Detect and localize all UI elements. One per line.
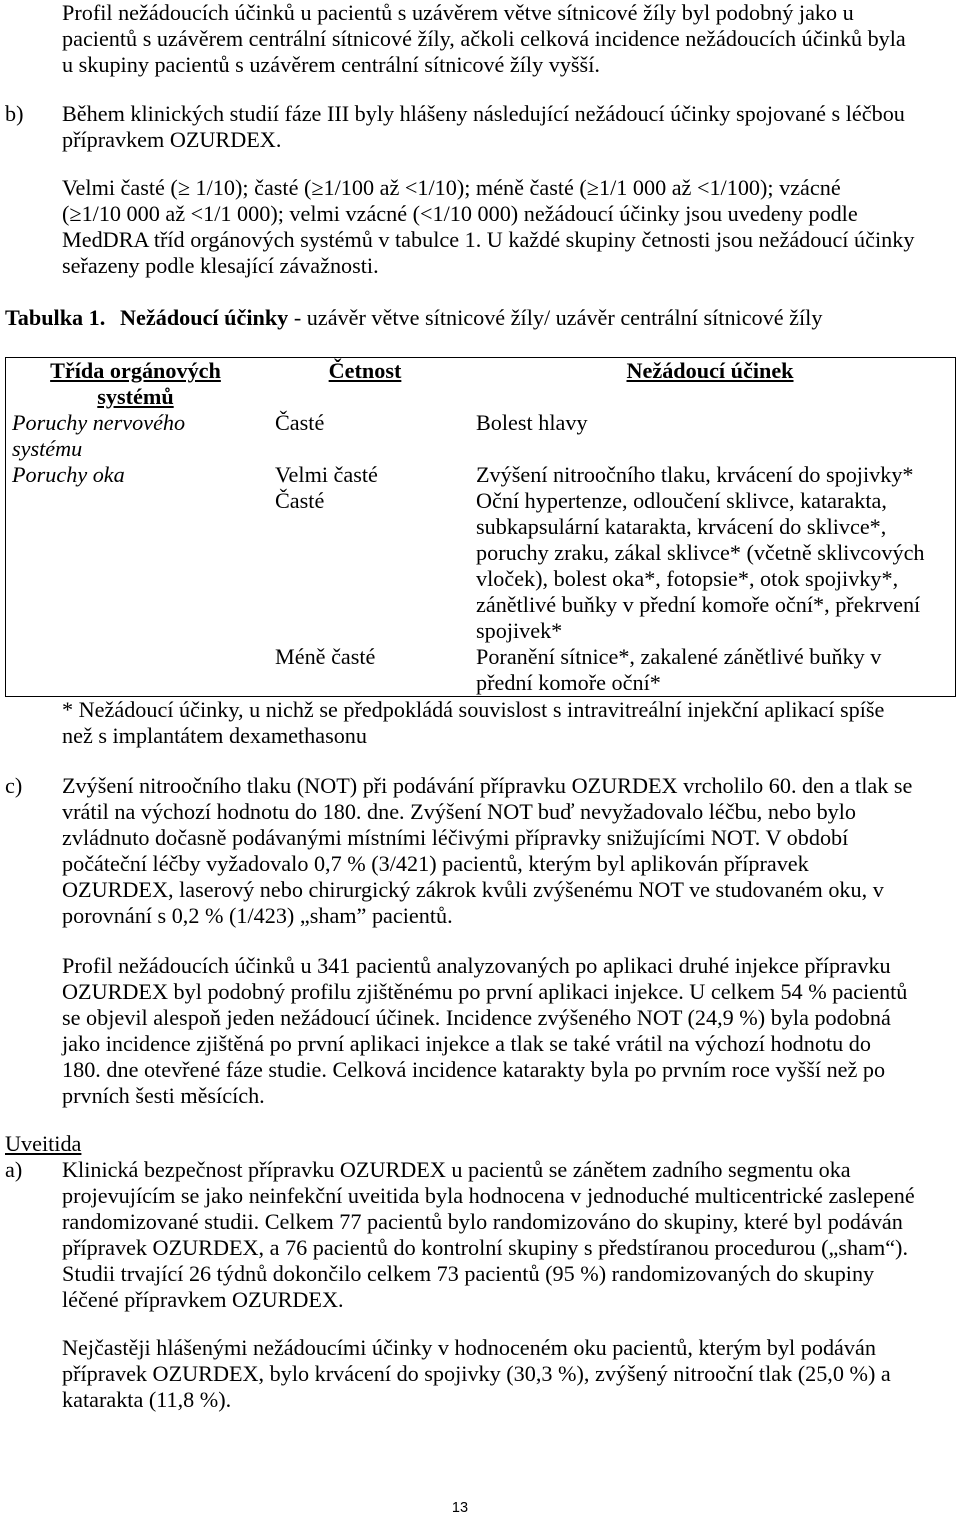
organ-class-line: Poruchy oka [12,462,125,487]
frequency-note-line: MedDRA tříd orgánových systémů v tabulce 1. U každé skupiny četnosti jsou nežádoucí účinky [62,227,915,252]
section-a-line: léčené přípravkem OZURDEX. [62,1287,344,1312]
header-organ-class-line: systémů [97,384,174,409]
organ-class-line: systému [12,436,83,461]
reaction-line: Oční hypertenze, odloučení sklivce, katarakta, [476,488,887,513]
header-organ-class [6,358,265,410]
table-caption-label: Tabulka 1. [5,305,106,330]
table-cell-frequency [265,644,465,696]
intro-line: pacientů s uzávěrem centrální sítnicové žíly, ačkoli celková incidence nežádoucích účinků byla [62,26,906,51]
second-injection-paragraph [62,953,907,1109]
common-reactions-line: katarakta (11,8 %). [62,1387,232,1412]
adverse-reactions-table [5,357,956,697]
reaction-line: spojivek* [476,618,563,643]
frequency-note-paragraph [62,175,914,279]
section-c-line: Zvýšení nitroočního tlaku (NOT) při podávání přípravku OZURDEX vrcholilo 60. den a tlak se [62,773,913,798]
table-caption-title: Nežádoucí účinky [120,305,289,330]
reaction-line: vloček), bolest oka*, fotopsie*, otok spojivky*, [476,566,899,591]
table-cell-reaction [465,644,955,696]
page-number: 13 [451,1500,469,1516]
frequency-note-line: Velmi časté (≥ 1/10); časté (≥1/100 až <1/10); méně časté (≥1/1 000 až <1/100); vzácné [62,175,841,200]
table-cell-frequency [265,410,465,462]
uveitis-heading: Uveitida [5,1131,82,1156]
section-b-line: Během klinických studií fáze III byly hlášeny následující nežádoucí účinky spojované s léčbou [62,101,905,126]
header-adverse-reaction [465,358,955,410]
second-injection-line: OZURDEX byl podobný profilu zjištěnému po první aplikaci injekce. U celkem 54 % pacientů [62,979,908,1004]
section-a-line: přípravek OZURDEX, a 76 pacientů do kontrolní skupiny s předstíranou procedurou („sham“). [62,1235,908,1260]
intro-paragraph [62,0,906,78]
section-a-line: Studii trvající 26 týdnů dokončilo celkem 73 pacientů (95 %) randomizovaných do skupiny [62,1261,875,1286]
section-c-line: porovnání s 0,2 % (1/423) „sham” pacientů. [62,903,453,928]
table-cell-reaction [465,410,955,462]
table-caption [120,305,822,331]
reaction-line: Zvýšení nitroočního tlaku, krvácení do spojivky* [476,462,914,487]
table-caption-subtitle: - uzávěr větve sítnicové žíly/ uzávěr centrální sítnicové žíly [293,305,823,330]
section-c-line: zvládnuto dočasně podávanými místními léčivými přípravky snižujícími NOT. V období [62,825,849,850]
table-footnote [62,697,884,749]
section-c-line: OZURDEX, laserový nebo chirurgický zákrok kvůli zvýšenému NOT ve studovaném oku, v [62,877,884,902]
table-cell-frequency [265,462,465,488]
table-cell-organ-class [6,462,265,488]
frequency-value: Méně časté [275,644,376,669]
section-a-line: projevujícím se jako neinfekční uveitida byla hodnocena v jednoduché multicentrické zaslepené [62,1183,915,1208]
section-a-line: Klinická bezpečnost přípravku OZURDEX u pacientů se zánětem zadního segmentu oka [62,1157,851,1182]
intro-line: Profil nežádoucích účinků u pacientů s uzávěrem větve sítnicové žíly byl podobný jako u [62,0,854,25]
section-c-marker: c) [5,773,23,798]
frequency-value: Velmi časté [275,462,378,487]
header-adverse-reaction-label: Nežádoucí účinek [626,358,794,383]
common-reactions-paragraph [62,1335,891,1413]
section-c-line: vrátil na výchozí hodnotu do 180. dne. Zvýšení NOT buď nevyžadovalo léčbu, nebo bylo [62,799,857,824]
section-c-line: počáteční léčby vyžadovalo 0,7 % (3/421) pacientů, kterým byl aplikován přípravek [62,851,809,876]
section-b-marker: b) [5,101,24,126]
table-cell-frequency [265,488,465,644]
reaction-line: Bolest hlavy [476,410,588,435]
section-b-paragraph [62,101,905,153]
second-injection-line: 180. dne otevřené fáze studie. Celková incidence katarakty byla po prvním roce vyšší než po [62,1057,886,1082]
frequency-note-line: seřazeny podle klesající závažnosti. [62,253,379,278]
second-injection-line: jako incidence zjištěná po první aplikaci injekce a tlak se také vrátil na výchozí hodnotu do [62,1031,871,1056]
table-cell-organ-class [6,644,265,696]
table-cell-reaction [465,488,955,644]
common-reactions-line: přípravek OZURDEX, bylo krvácení do spojivky (30,3 %), zvýšený nitrooční tlak (25,0 %) a [62,1361,891,1386]
frequency-value: Časté [275,488,325,513]
header-organ-class-line: Třída orgánových [50,358,221,383]
table-cell-organ-class [6,410,265,462]
footnote-line: * Nežádoucí účinky, u nichž se předpokládá souvislost s intravitreální injekční aplikací spíše [62,697,885,722]
section-a-paragraph [62,1157,915,1313]
intro-line: u skupiny pacientů s uzávěrem centrální sítnicové žíly vyšší. [62,52,600,77]
section-c-paragraph [62,773,912,929]
second-injection-line: prvních šesti měsících. [62,1083,265,1108]
reaction-line: Poranění sítnice*, zakalené zánětlivé buňky v [476,644,882,669]
section-b-line: přípravkem OZURDEX. [62,127,282,152]
table-cell-reaction [465,462,955,488]
header-frequency [265,358,465,410]
second-injection-line: Profil nežádoucích účinků u 341 pacientů analyzovaných po aplikaci druhé injekce přípravku [62,953,891,978]
reaction-line: zánětlivé buňky v přední komoře oční*, překrvení [476,592,921,617]
reaction-line: subkapsulární katarakta, krvácení do sklivce*, [476,514,887,539]
organ-class-line: Poruchy nervového [12,410,186,435]
frequency-value: Časté [275,410,325,435]
footnote-line: než s implantátem dexamethasonu [62,723,367,748]
reaction-line: přední komoře oční* [476,670,661,695]
table-cell-organ-class [6,488,265,644]
section-a-marker: a) [5,1157,23,1182]
reaction-line: poruchy zraku, zákal sklivce* (včetně sklivcových [476,540,925,565]
section-a-line: randomizované studii. Celkem 77 pacientů bylo randomizováno do skupiny, které byl podáván [62,1209,903,1234]
common-reactions-line: Nejčastěji hlášenými nežádoucími účinky v hodnoceném oku pacientů, kterým byl podáván [62,1335,876,1360]
header-frequency-label: Četnost [328,358,402,383]
second-injection-line: se objevil alespoň jeden nežádoucí účinek. Incidence zvýšeného NOT (24,9 %) byla podobná [62,1005,891,1030]
frequency-note-line: (≥1/10 000 až <1/1 000); velmi vzácné (<1/10 000) nežádoucí účinky jsou uvedeny podle [62,201,858,226]
